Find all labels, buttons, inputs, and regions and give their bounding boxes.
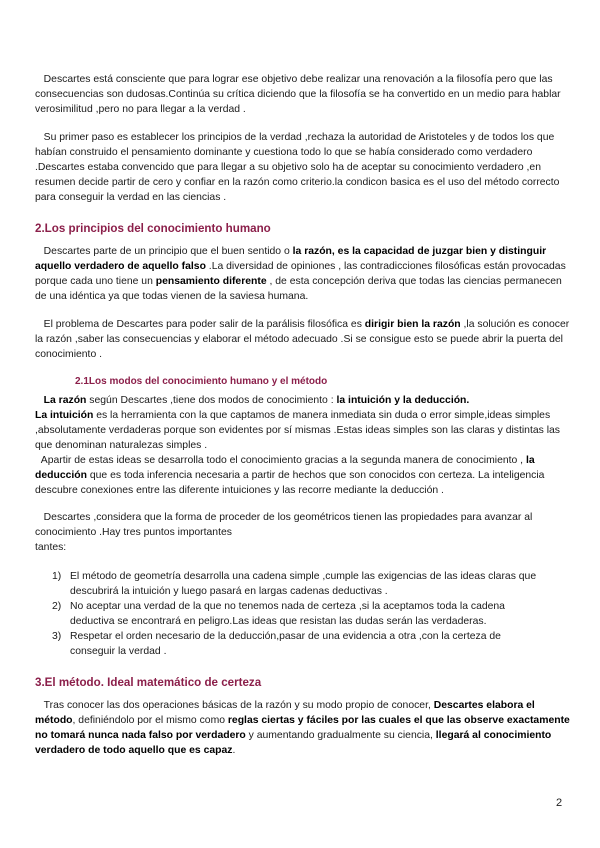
bold-run: Descartes elabora el método [35, 700, 535, 726]
paragraph-geometricos [35, 510, 570, 555]
text-run: tantes: [35, 542, 67, 553]
subsection-heading-modos: 2.1Los modos del conocimiento humano y el método [75, 376, 328, 387]
text-run: es la herramienta con la que captamos de manera inmediata sin duda o error simple,ideas simples ,absolutamente verdaderas porque son evidentes por sí mismas .Estas ideas simples son las claras y distintas las que denominan naturalezas simples . [35, 410, 560, 451]
text-run: . [232, 745, 236, 756]
list-text: No aceptar una verdad de la que no tenemos nada de certeza ,si la aceptamos toda la cadena deductiva se encontrará en peligro.Las ideas que resistan las dudas serán las verdaderas. [70, 601, 505, 627]
text-run: , de esta concepción deriva que todas las ciencias permanecen de una idéntica ya que todas vienen de la saviesa humana. [35, 276, 562, 302]
list-item [52, 570, 542, 599]
text-run: .La diversidad de opiniones , las contradicciones filosóficas están provocadas porque cada uno tiene un [35, 261, 566, 287]
list-number: 1) [52, 571, 62, 582]
list-number: 2) [52, 601, 62, 612]
list-number: 3) [52, 631, 62, 642]
bold-run: dirigir bien la razón [364, 319, 461, 330]
section-heading-principios: 2.Los principios del conocimiento humano [35, 222, 271, 235]
bold-run: La intuición [35, 410, 94, 421]
numbered-list [52, 570, 542, 660]
paragraph-intro-text: Descartes está consciente que para lograr ese objetivo debe realizar una renovación a la filosofía pero que las consecuencias son dudosas.Continúa su crítica diciendo que la filosofía se ha convertido en un medio para hablar verosimilitud ,pero no para llegar a la verdad . [35, 74, 561, 115]
paragraph-intro [35, 72, 570, 117]
bold-run: llegará al conocimiento verdadero de todo aquello que es capaz [35, 730, 552, 756]
bold-run: la deducción [35, 455, 535, 481]
text-run: según Descartes ,tiene dos modos de conocimiento : [86, 395, 337, 406]
text-run: Apartir de estas ideas se desarrolla todo el conocimiento gracias a la segunda manera de conocimiento , [40, 455, 526, 466]
bold-run: La razón [43, 395, 87, 406]
text-run: Descartes parte de un principio que el buen sentido o [43, 246, 293, 257]
text-run: Descartes ,considera que la forma de proceder de los geométricos tienen las propiedades para avanzar al conocimiento .Hay tres puntos importantes [35, 512, 533, 538]
list-text: Respetar el orden necesario de la deducción,pasar de una evidencia a otra ,con la certeza de conseguir la verdad . [70, 631, 501, 657]
paragraph-first-step [35, 130, 570, 205]
paragraph-metodo [35, 698, 570, 758]
paragraph-problema [35, 317, 570, 362]
text-run: Tras conocer las dos operaciones básicas de la razón y su modo propio de conocer, [43, 700, 434, 711]
text-run: ,la solución es conocer la razón ,saber las consecuencias y elaborar el método adecuado .Si se consigue esto se puede abrir la puerta del conocimiento . [35, 319, 570, 360]
text-run: que es toda inferencia necesaria a partir de hechos que son conocidos con certeza. La inteligencia descubre conexiones entre las diferente intuiciones y las recorre mediante la deducción . [35, 470, 545, 496]
list-text: El método de geometría desarrolla una cadena simple ,cumple las exigencias de las ideas claras que descubrirá la intuición y luego pasará en largas cadenas deductivas . [70, 571, 537, 597]
page-number: 2 [556, 797, 563, 809]
list-item [52, 630, 542, 659]
bold-run: la intuición y la deducción. [336, 395, 470, 406]
paragraph-first-step-text: Su primer paso es establecer los principios de la verdad ,rechaza la autoridad de Aristoteles y de todos los que habían construido el pensamiento dominante y cuestiona todo lo que se había considerado como verdadero .Descartes estaba convencido que para llegar a su objetivo solo ha de aceptar su conocimiento verdadero ,en resumen decide partir de cero y confiar en la razón como criterio.la condicon basica es el uso del método correcto para conseguir la verdad en las ciencias . [35, 132, 560, 203]
text-run: , definiéndolo por el mismo como [72, 715, 228, 726]
bold-run: reglas ciertas y fáciles por las cuales el que las observe exactamente no tomará nunca nada falso por verdadero [35, 715, 570, 741]
section-heading-metodo: 3.El método. Ideal matemático de certeza [35, 676, 262, 689]
bold-run: la razón, es la capacidad de juzgar bien y distinguir aquello verdadero de aquello falso [35, 246, 547, 272]
paragraph-razon [35, 393, 570, 498]
text-run: El problema de Descartes para poder salir de la parálisis filosófica es [43, 319, 365, 330]
text-run: y aumentando gradualmente su ciencia, [245, 730, 436, 741]
bold-run: pensamiento diferente [155, 276, 267, 287]
paragraph-principio [35, 244, 570, 304]
list-item [52, 600, 542, 629]
